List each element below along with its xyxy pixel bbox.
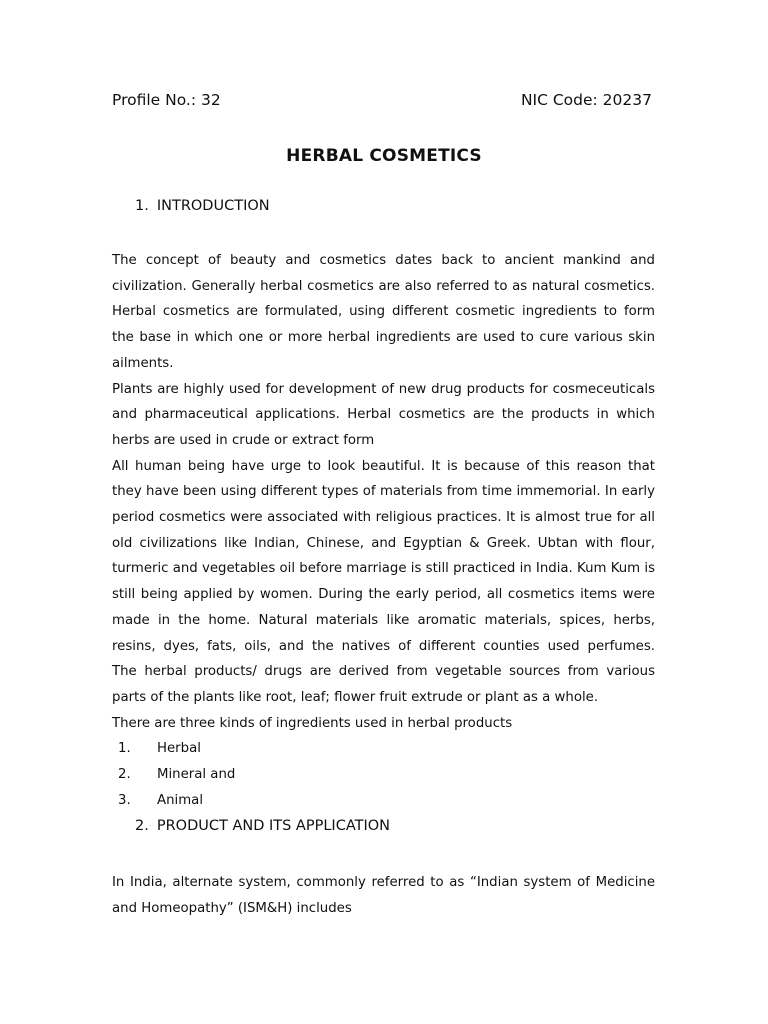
- paragraph: The concept of beauty and cosmetics dates back to ancient mankind and civilization. Generally herbal cosmetics are also referred to as natural cosmetics. Herbal cosmetics are formulated, using different cosmetic ingredients to form the base in which one or more herbal ingredients are used to cure various skin ailments.: [112, 253, 655, 371]
- section-number: 1.: [135, 198, 149, 214]
- list-text: Mineral and: [157, 767, 236, 783]
- list-number: 1.: [118, 741, 131, 757]
- section-heading-introduction: [135, 198, 270, 214]
- paragraph: In India, alternate system, commonly referred to as “Indian system of Medicine and Homeopathy” (ISM&H) includes: [112, 875, 655, 916]
- list-number: 3.: [118, 792, 131, 808]
- section-heading-product: [135, 818, 390, 834]
- list-item: [112, 788, 655, 814]
- paragraph: Plants are highly used for development of new drug products for cosmeceuticals and pharmaceutical applications. Herbal cosmetics are the products in which herbs are used in crude or extract form: [112, 381, 655, 448]
- list-text: Animal: [157, 792, 204, 808]
- paragraph: The herbal products/ drugs are derived from vegetable sources from various parts of the plants like root, leaf; flower fruit extrude or plant as a whole.: [112, 664, 655, 705]
- ingredient-list: [112, 736, 655, 813]
- list-item: [112, 762, 655, 788]
- profile-number: Profile No.: 32: [112, 91, 221, 109]
- product-body: [112, 870, 655, 921]
- section-title: PRODUCT AND ITS APPLICATION: [156, 818, 391, 834]
- document-header: [112, 91, 652, 109]
- list-number: 2.: [118, 767, 131, 783]
- list-text: Herbal: [157, 741, 201, 757]
- paragraph: All human being have urge to look beautiful. It is because of this reason that they have been using different types of materials from time immemorial. In early period cosmetics were associated with religious practices. It is almost true for all old civilizations like Indian, Chinese, and Egyptian & Greek. Ubtan with flour, turmeric and vegetables oil before marriage is still practiced in India. Kum Kum is still being applied by women. During the early period, all cosmetics items were made in the home. Natural materials like aromatic materials, spices, herbs, resins, dyes, fats, oils, and the natives of different counties used perfumes.: [112, 458, 655, 654]
- document-title: HERBAL COSMETICS: [286, 146, 482, 166]
- list-item: [112, 736, 655, 762]
- introduction-body: [112, 248, 655, 813]
- paragraph: There are three kinds of ingredients used in herbal products: [112, 715, 513, 731]
- section-number: 2.: [135, 818, 149, 834]
- section-title: INTRODUCTION: [156, 198, 270, 214]
- nic-code: NIC Code: 20237: [520, 91, 652, 109]
